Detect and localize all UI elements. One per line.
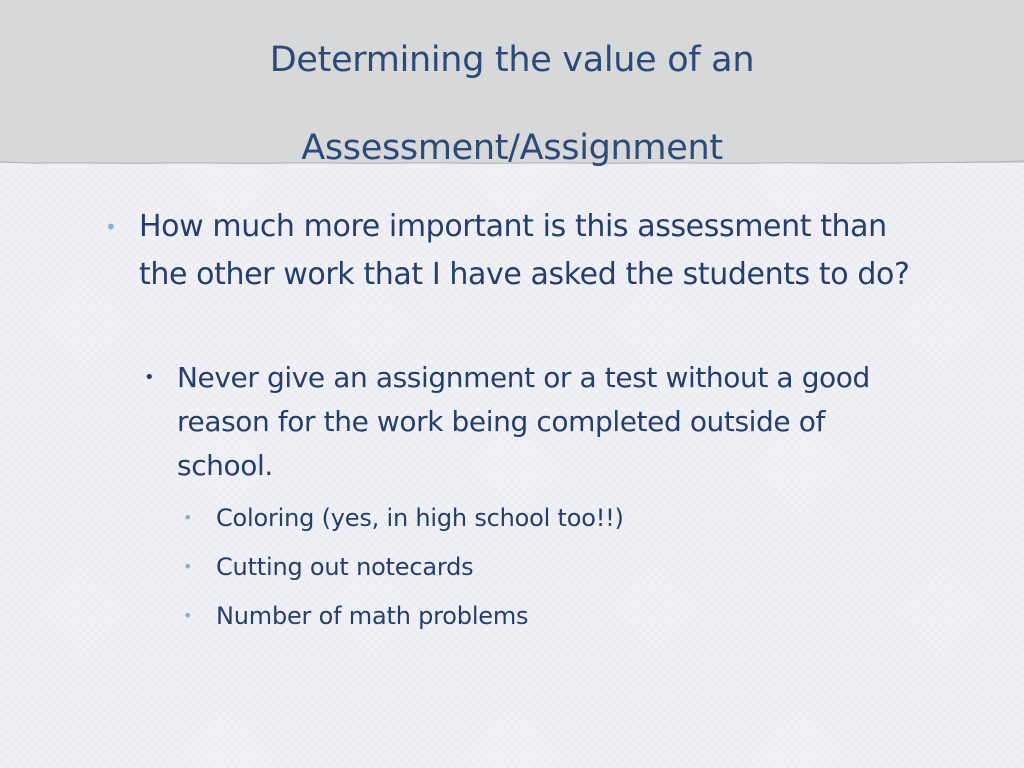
bullet-level-3 [183, 550, 474, 584]
title-line-2: Assessment/Assignment [301, 128, 723, 168]
bullet-dot-icon: • [183, 557, 193, 576]
bullet-level-2 [144, 356, 917, 488]
bullet-level-1 [105, 203, 939, 299]
bullet-dot-icon: • [183, 508, 193, 527]
bullet-level-3 [183, 501, 624, 535]
bullet-text: Number of math problems [216, 602, 529, 630]
bullet-level-3 [183, 599, 529, 633]
bullet-dot-icon: • [183, 606, 193, 625]
bullet-dot-icon: • [144, 367, 155, 388]
title-line-1: Determining the value of an [269, 40, 755, 80]
bullet-dot-icon: • [105, 215, 117, 239]
bullet-text: Coloring (yes, in high school too!!) [216, 504, 624, 532]
bullet-text: How much more important is this assessment than the other work that I have asked the students to do? [139, 209, 910, 292]
bullet-text: Cutting out notecards [216, 553, 474, 581]
bullet-text: Never give an assignment or a test without a good reason for the work being completed outside of school. [177, 361, 870, 482]
